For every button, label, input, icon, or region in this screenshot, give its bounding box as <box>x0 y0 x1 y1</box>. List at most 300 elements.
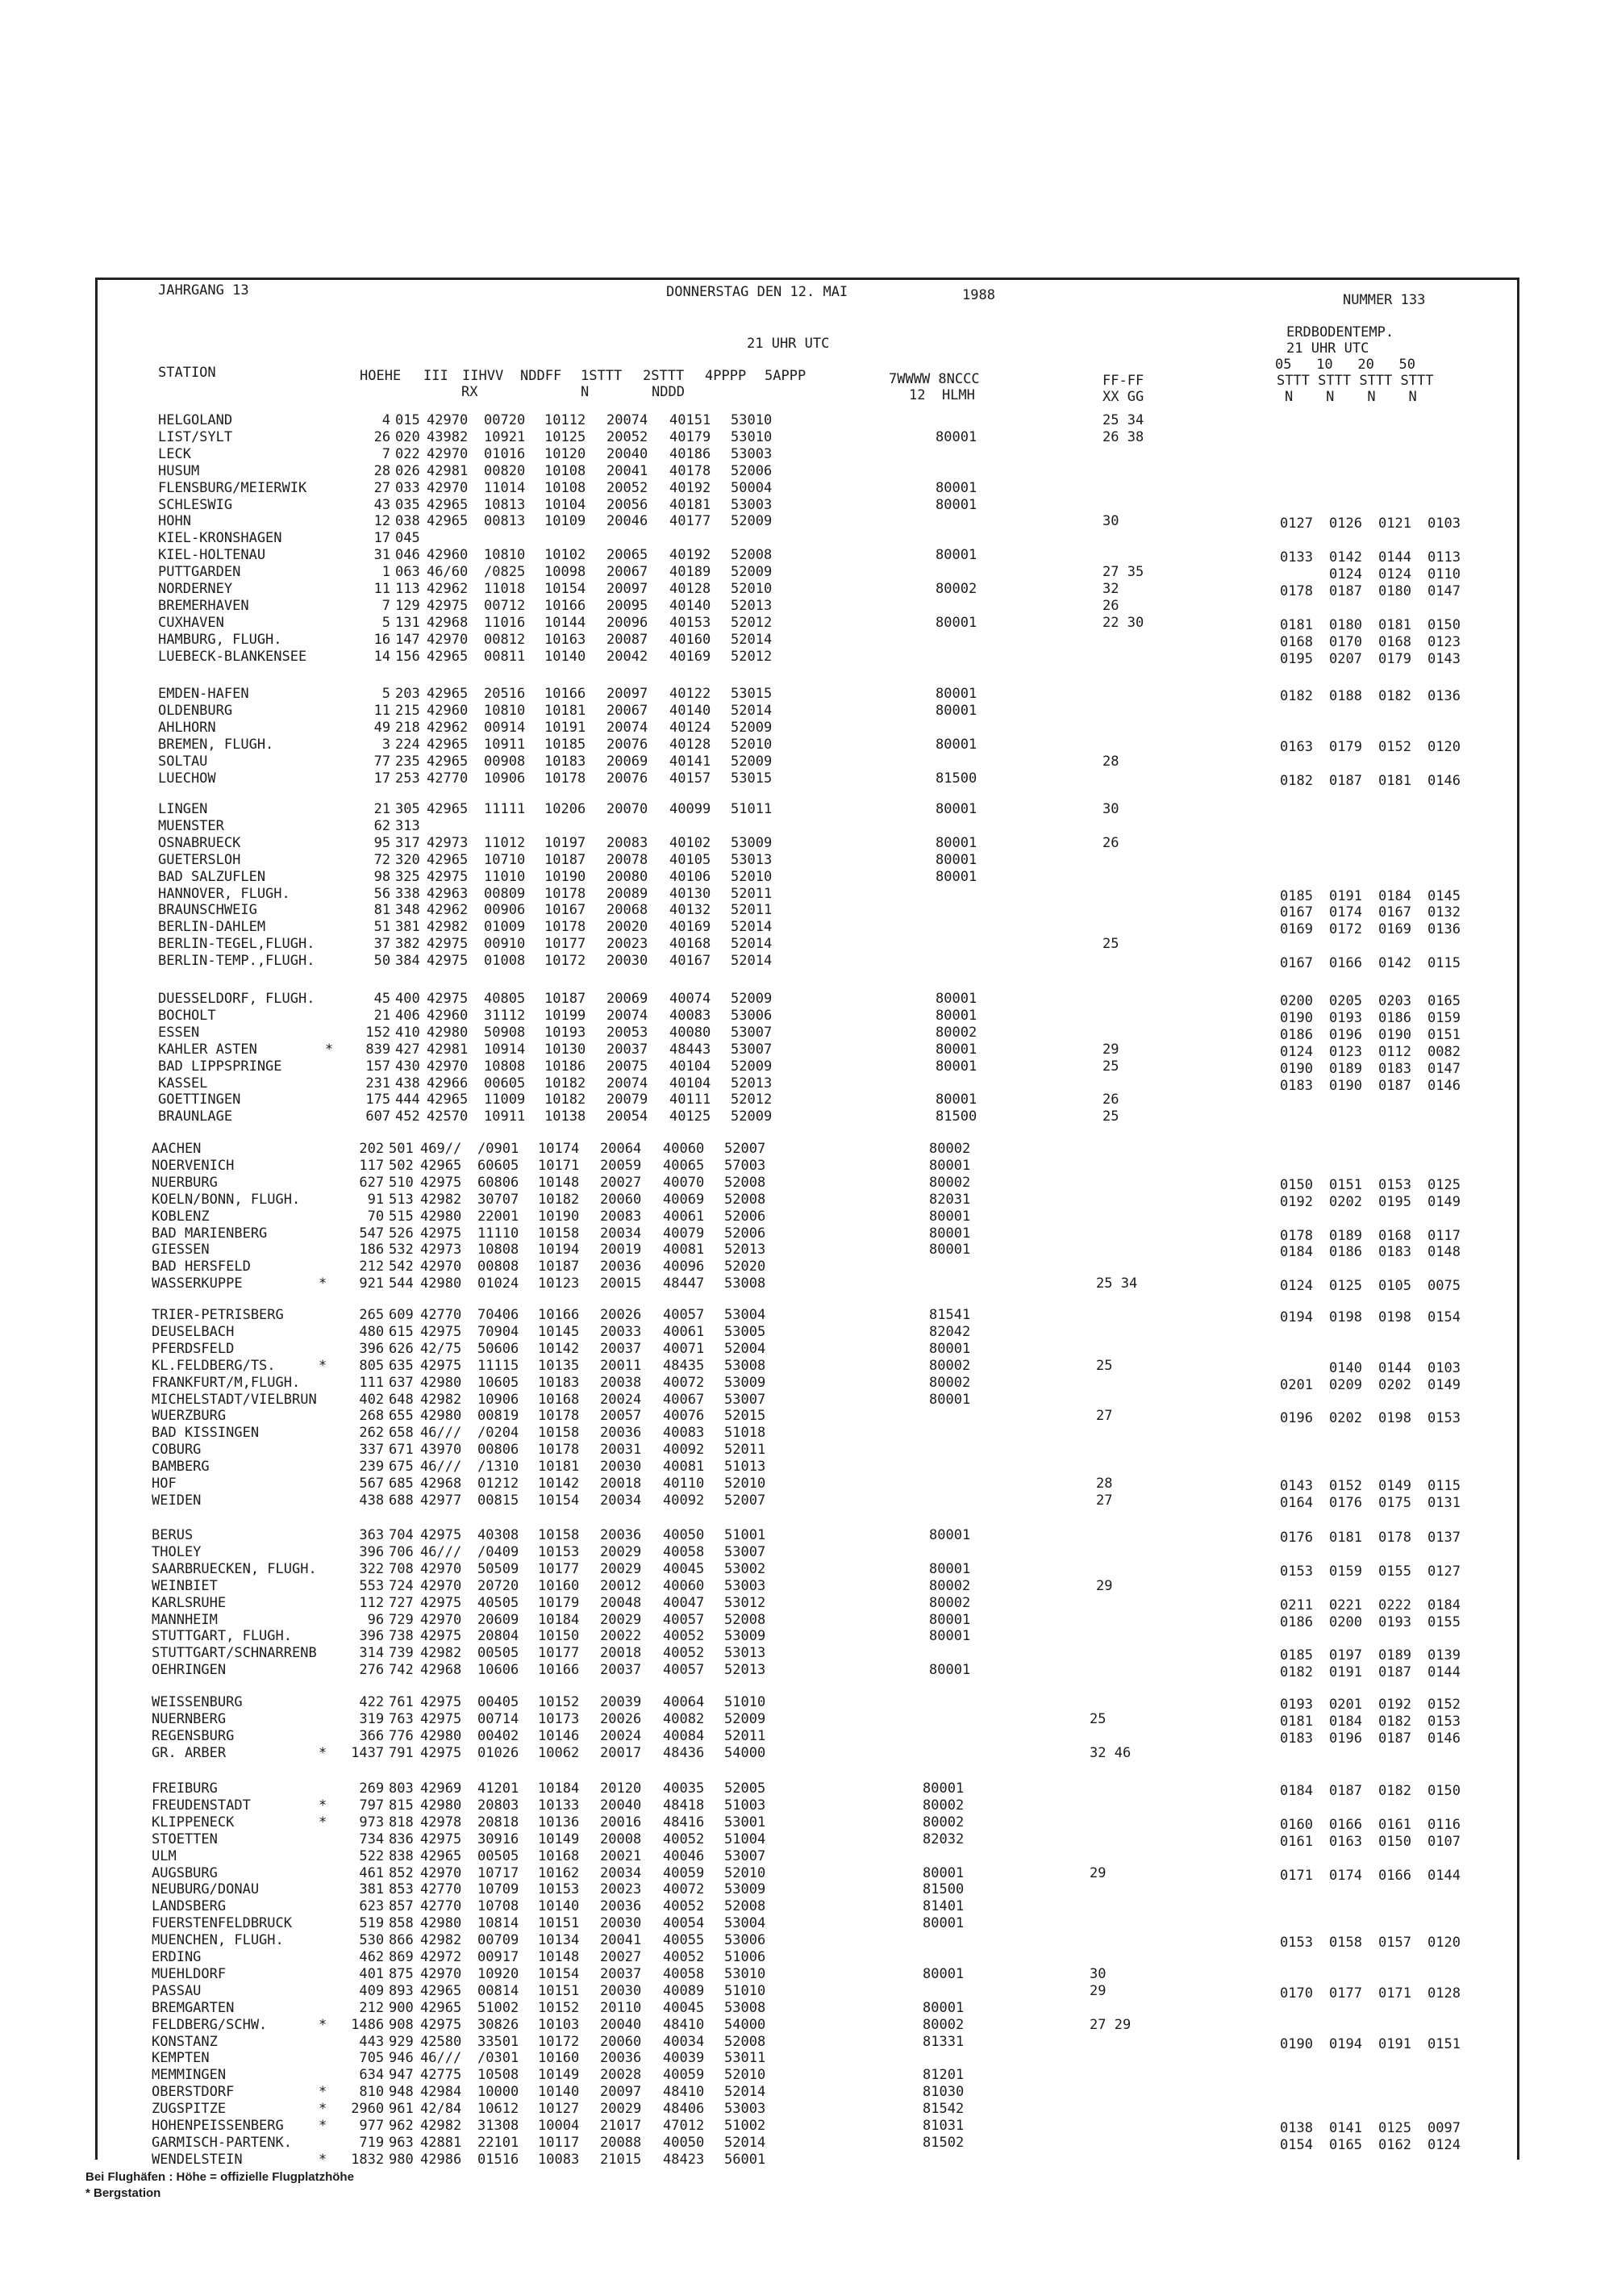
cell-iii: 704 <box>389 1527 414 1543</box>
soil-temp-0: 0133 <box>1280 549 1313 566</box>
cell-iihvv: 42/84 <box>420 2101 462 2118</box>
cell-s2: 20037 <box>606 1041 648 1058</box>
cell-name: MEMMINGEN <box>152 2067 227 2084</box>
cell-a5: 51006 <box>724 1949 766 1965</box>
cell-h: 72 <box>373 851 391 868</box>
station-row <box>0 754 1613 770</box>
cell-s2: 20057 <box>600 1408 642 1425</box>
cell-iii: 853 <box>389 1881 414 1898</box>
cell-s2: 20026 <box>600 1710 642 1727</box>
cell-iii: 320 <box>395 851 420 868</box>
soil-temp-3: 0149 <box>1428 1193 1461 1210</box>
cell-s1: 10185 <box>544 736 586 753</box>
cell-iii: 727 <box>389 1594 414 1611</box>
cell-name: BAD SALZUFLEN <box>158 868 266 885</box>
cell-name: BERLIN-DAHLEM <box>158 919 266 936</box>
soil-temp-2: 0105 <box>1378 1278 1411 1295</box>
cell-iihvv: 42975 <box>420 1174 462 1191</box>
cell-a5: 52012 <box>731 648 773 665</box>
cell-p4: 40079 <box>663 1225 705 1242</box>
soil-temp-2: 0157 <box>1378 1935 1411 1952</box>
cell-h: 7 <box>381 597 391 614</box>
cell-s2: 20034 <box>600 1492 642 1509</box>
cell-iihvv: 42975 <box>420 1527 462 1543</box>
cell-nddff: /0409 <box>477 1543 519 1560</box>
cell-g7: 80001 <box>936 1058 977 1075</box>
soil-temp-3: 0115 <box>1428 1478 1461 1494</box>
station-row <box>0 1492 1613 1509</box>
cell-iihvv: 42975 <box>427 953 469 970</box>
cell-a5: 53005 <box>724 1323 766 1340</box>
cell-nddff: 11009 <box>484 1092 526 1108</box>
cell-iii: 317 <box>395 834 420 851</box>
cell-iihvv: 42/75 <box>420 1340 462 1357</box>
cell-g7: 80001 <box>936 1092 977 1108</box>
footnote-airport: Bei Flughäfen : Höhe = offizielle Flugplatzhöhe <box>85 2170 354 2184</box>
cell-s1: 10098 <box>544 564 586 581</box>
cell-s1: 10127 <box>538 2101 580 2118</box>
station-row <box>0 1898 1613 1915</box>
cell-iii: 542 <box>389 1259 414 1275</box>
cell-iii: 962 <box>389 2118 414 2134</box>
station-row <box>0 1075 1613 1092</box>
soil-temp-0: 0160 <box>1280 1816 1313 1833</box>
soil-temp-2: 0182 <box>1378 1783 1411 1799</box>
cell-s1: 10179 <box>538 1594 580 1611</box>
cell-ff: 29 <box>1090 1864 1107 1881</box>
cell-a5: 52006 <box>731 462 773 479</box>
station-row <box>0 1745 1613 1762</box>
cell-g7: 80002 <box>929 1594 971 1611</box>
cell-name: WASSERKUPPE <box>152 1275 243 1292</box>
cell-ff: 28 <box>1096 1476 1113 1492</box>
cell-a5: 51011 <box>731 801 773 817</box>
cell-nddff: 00808 <box>477 1259 519 1275</box>
cell-a5: 52014 <box>724 2134 766 2151</box>
station-row <box>0 902 1613 919</box>
soil-temp-1: 0158 <box>1329 1935 1362 1952</box>
soil-temp-0: 0195 <box>1280 650 1313 667</box>
cell-iii: 444 <box>395 1092 420 1108</box>
cell-nddff: 51002 <box>477 1999 519 2016</box>
cell-name: WEINBIET <box>152 1577 218 1594</box>
soil-temp-1: 0181 <box>1329 1530 1362 1546</box>
cell-nddff: 11111 <box>484 801 526 817</box>
cell-iihvv: 42962 <box>427 902 469 919</box>
cell-iii: 761 <box>389 1694 414 1710</box>
soil-temp-1: 0187 <box>1329 772 1362 789</box>
cell-g7: 81500 <box>936 1108 977 1125</box>
cell-star: * <box>319 2084 327 2101</box>
cell-a5: 53009 <box>724 1881 766 1898</box>
cell-a5: 53008 <box>724 1357 766 1374</box>
cell-g7: 80002 <box>929 1374 971 1391</box>
station-row <box>0 2118 1613 2135</box>
cell-g7: 80002 <box>929 1357 971 1374</box>
cell-iihvv: 46/// <box>420 1459 462 1476</box>
cell-s1: 10083 <box>538 2151 580 2168</box>
soil-temp-1: 0174 <box>1329 904 1362 921</box>
cell-iii: 015 <box>395 412 420 428</box>
cell-p4: 40061 <box>663 1208 705 1225</box>
cell-iii: 729 <box>389 1611 414 1628</box>
cell-a5: 53011 <box>724 2050 766 2067</box>
soil-temp-1: 0187 <box>1329 583 1362 599</box>
cell-nddff: 01516 <box>477 2151 519 2168</box>
cell-p4: 40050 <box>663 2134 705 2151</box>
cell-h: 462 <box>359 1949 385 1965</box>
station-row <box>0 1459 1613 1476</box>
cell-nddff: 50606 <box>477 1340 519 1357</box>
cell-g7: 80002 <box>936 581 977 597</box>
cell-iii: 637 <box>389 1374 414 1391</box>
soil-temp-3: 0124 <box>1428 2136 1461 2153</box>
cell-s2: 20041 <box>606 462 648 479</box>
cell-s2: 20053 <box>606 1024 648 1041</box>
cell-p4: 40141 <box>669 753 711 770</box>
cell-g7: 80001 <box>929 1628 971 1645</box>
soil-temp-2: 0150 <box>1378 1833 1411 1850</box>
cell-iihvv: 42980 <box>420 1408 462 1425</box>
cell-p4: 40060 <box>663 1141 705 1157</box>
cell-a5: 51010 <box>724 1982 766 1999</box>
cell-nddff: 11018 <box>484 581 526 597</box>
cell-s2: 20034 <box>600 1864 642 1881</box>
cell-nddff: 10606 <box>477 1662 519 1679</box>
cell-h: 117 <box>359 1157 385 1174</box>
cell-s2: 20076 <box>606 770 648 787</box>
cell-h: 1486 <box>351 2016 385 2033</box>
cell-h: 186 <box>359 1242 385 1259</box>
cell-name: FELDBERG/SCHW. <box>152 2016 268 2033</box>
cell-name: LINGEN <box>158 801 208 817</box>
cell-iii: 688 <box>389 1492 414 1509</box>
cell-s1: 10102 <box>544 547 586 564</box>
soil-temp-0: 0194 <box>1280 1309 1313 1325</box>
cell-iii: 776 <box>389 1727 414 1744</box>
cell-h: 157 <box>365 1058 391 1075</box>
soil-temp-1: 0176 <box>1329 1494 1362 1511</box>
cell-s2: 20097 <box>600 2084 642 2101</box>
cell-a5: 52020 <box>724 1259 766 1275</box>
soil-temp-1: 0184 <box>1329 1713 1362 1730</box>
cell-p4: 48410 <box>663 2084 705 2101</box>
cell-a5: 52013 <box>731 1075 773 1092</box>
cell-s1: 10140 <box>538 1898 580 1915</box>
cell-a5: 52013 <box>731 597 773 614</box>
cell-h: 50 <box>373 953 391 970</box>
cell-g7: 80001 <box>929 1340 971 1357</box>
cell-nddff: 10508 <box>477 2067 519 2084</box>
date: DONNERSTAG DEN 12. MAI <box>666 284 848 300</box>
cell-name: REGENSBURG <box>152 1727 235 1744</box>
cell-nddff: 10000 <box>477 2084 519 2101</box>
cell-h: 265 <box>359 1307 385 1323</box>
cell-nddff: 00714 <box>477 1710 519 1727</box>
cell-iihvv: 42965 <box>420 1157 462 1174</box>
cell-iihvv: 42975 <box>420 1594 462 1611</box>
cell-g7: 82031 <box>929 1191 971 1208</box>
cell-nddff: 50908 <box>484 1024 526 1041</box>
cell-nddff: 00908 <box>484 753 526 770</box>
cell-iihvv: 42982 <box>420 1191 462 1208</box>
soil-temp-2: 0193 <box>1378 1613 1411 1630</box>
cell-h: 152 <box>365 1024 391 1041</box>
station-row <box>0 886 1613 903</box>
soil-temp-3: 0113 <box>1428 549 1461 566</box>
cell-iii: 818 <box>389 1814 414 1831</box>
cell-h: 95 <box>373 834 391 851</box>
cell-h: 547 <box>359 1225 385 1242</box>
cell-s2: 20079 <box>606 1092 648 1108</box>
cell-s1: 10158 <box>538 1527 580 1543</box>
cell-s2: 20016 <box>600 1814 642 1831</box>
station-row <box>0 737 1613 754</box>
station-row <box>0 649 1613 666</box>
soil-temp-1: 0166 <box>1329 1816 1362 1833</box>
cell-a5: 53006 <box>724 1932 766 1949</box>
cell-h: 810 <box>359 2084 385 2101</box>
soil-temp-0: 0154 <box>1280 2136 1313 2153</box>
cell-s2: 20023 <box>600 1881 642 1898</box>
station-row <box>0 1175 1613 1192</box>
station-row <box>0 1225 1613 1242</box>
cell-g7: 80001 <box>929 1225 971 1242</box>
soil-temp-2: 0189 <box>1378 1647 1411 1664</box>
station-row <box>0 1814 1613 1831</box>
cell-a5: 52008 <box>724 2033 766 2050</box>
cell-s2: 20080 <box>606 868 648 885</box>
cell-h: 797 <box>359 1797 385 1814</box>
cell-p4: 40082 <box>663 1710 705 1727</box>
cell-s2: 20070 <box>606 801 648 817</box>
cell-p4: 48443 <box>669 1041 711 1058</box>
cell-name: KONSTANZ <box>152 2033 218 2050</box>
cell-iii: 224 <box>395 736 420 753</box>
soil-temp-2: 0198 <box>1378 1309 1411 1325</box>
cell-g7: 80001 <box>936 428 977 445</box>
soil-temp-1: 0197 <box>1329 1647 1362 1664</box>
cell-h: 1437 <box>351 1744 385 1761</box>
cell-s1: 10182 <box>544 1092 586 1108</box>
soil-temp-2: 0178 <box>1378 1530 1411 1546</box>
cell-a5: 53015 <box>731 686 773 702</box>
soil-temp-2: 0125 <box>1378 2120 1411 2136</box>
cell-s1: 10177 <box>544 936 586 953</box>
cell-nddff: 00815 <box>477 1492 519 1509</box>
cell-a5: 53013 <box>724 1645 766 1662</box>
cell-h: 634 <box>359 2067 385 2084</box>
cell-s2: 20064 <box>600 1141 642 1157</box>
cell-name: GARMISCH-PARTENK. <box>152 2134 292 2151</box>
cell-name: KOBLENZ <box>152 1208 210 1225</box>
cell-nddff: 00812 <box>484 631 526 648</box>
cell-s1: 10178 <box>538 1408 580 1425</box>
soil-temp-0: 0190 <box>1280 1009 1313 1026</box>
soil-temp-0: 0178 <box>1280 583 1313 599</box>
cell-p4: 40045 <box>663 1999 705 2016</box>
cell-g7: 81541 <box>929 1307 971 1323</box>
cell-g7: 81201 <box>923 2067 965 2084</box>
soil-temp-1: 0196 <box>1329 1026 1362 1043</box>
cell-iii: 063 <box>395 564 420 581</box>
cell-p4: 48418 <box>663 1797 705 1814</box>
cell-p4: 40179 <box>669 428 711 445</box>
cell-iihvv: 42962 <box>427 719 469 736</box>
cell-nddff: 10810 <box>484 702 526 719</box>
cell-name: ZUGSPITZE <box>152 2101 227 2118</box>
soil-temp-3: 0131 <box>1428 1494 1461 1511</box>
soil-temp-1: 0126 <box>1329 516 1362 532</box>
cell-h: 268 <box>359 1408 385 1425</box>
station-row <box>0 1662 1613 1679</box>
cell-iii: 156 <box>395 648 420 665</box>
station-row <box>0 1544 1613 1561</box>
cell-iihvv: 42965 <box>427 496 469 513</box>
cell-a5: 52014 <box>731 953 773 970</box>
cell-ff: 29 <box>1102 1041 1119 1058</box>
cell-s1: 10142 <box>538 1476 580 1492</box>
soil-temp-0: 0138 <box>1280 2120 1313 2136</box>
cell-s1: 10112 <box>544 412 586 428</box>
cell-iihvv: 42975 <box>420 1694 462 1710</box>
soil-temp-3: 0075 <box>1428 1278 1461 1295</box>
cell-ff: 25 <box>1102 1058 1119 1075</box>
cell-name: STUTTGART, FLUGH. <box>152 1628 292 1645</box>
cell-g7: 80001 <box>923 1999 965 2016</box>
cell-iihvv: 42980 <box>420 1208 462 1225</box>
cell-star: * <box>319 2016 327 2033</box>
cell-p4: 40132 <box>669 902 711 919</box>
soil-temp-2: 0112 <box>1378 1043 1411 1060</box>
soil-stt-header: STTT STTT STTT STTT <box>1277 373 1434 389</box>
cell-s1: 10166 <box>538 1662 580 1679</box>
soil-temp-1: 0172 <box>1329 921 1362 938</box>
cell-h: 627 <box>359 1174 385 1191</box>
cell-iii: 963 <box>389 2134 414 2151</box>
cell-iii: 338 <box>395 885 420 902</box>
cell-iihvv: 42965 <box>427 736 469 753</box>
cell-iii: 742 <box>389 1662 414 1679</box>
cell-s1: 10125 <box>544 428 586 445</box>
cell-a5: 53008 <box>724 1275 766 1292</box>
cell-iihvv: 42969 <box>420 1780 462 1797</box>
cell-s1: 10181 <box>544 702 586 719</box>
cell-p4: 40125 <box>669 1108 711 1125</box>
cell-nddff: 10920 <box>477 1965 519 1982</box>
soil-temp-1: 0140 <box>1329 1359 1362 1376</box>
soil-temp-1: 0193 <box>1329 1009 1362 1026</box>
soil-temp-3: 0154 <box>1428 1309 1461 1325</box>
cell-p4: 40047 <box>663 1594 705 1611</box>
cell-p4: 40052 <box>663 1949 705 1965</box>
station-row <box>0 1797 1613 1814</box>
cell-nddff: 10813 <box>484 496 526 513</box>
cell-nddff: 01009 <box>484 919 526 936</box>
station-row <box>0 1108 1613 1125</box>
cell-s2: 20037 <box>600 1965 642 1982</box>
cell-s1: 10190 <box>544 868 586 885</box>
station-row <box>0 1408 1613 1425</box>
cell-ff: 26 <box>1102 1092 1119 1108</box>
cell-h: 4 <box>381 412 391 428</box>
soil-temp-1: 0141 <box>1329 2120 1362 2136</box>
cell-name: EMDEN-HAFEN <box>158 686 249 702</box>
cell-p4: 40070 <box>663 1174 705 1191</box>
cell-nddff: 10808 <box>477 1242 519 1259</box>
cell-s2: 21015 <box>600 2151 642 2168</box>
cell-p4: 40050 <box>663 1527 705 1543</box>
cell-iii: 852 <box>389 1864 414 1881</box>
soil-temp-3: 0137 <box>1428 1530 1461 1546</box>
soil-temp-0: 0167 <box>1280 904 1313 921</box>
cell-s1: 10120 <box>544 445 586 462</box>
jahrgang: JAHRGANG 13 <box>158 282 249 298</box>
cell-s2: 20033 <box>600 1323 642 1340</box>
cell-s1: 10149 <box>538 2067 580 2084</box>
cell-iihvv: 42965 <box>420 1999 462 2016</box>
cell-name: LIST/SYLT <box>158 428 233 445</box>
soil-temp-3: 0144 <box>1428 1664 1461 1681</box>
cell-iii: 033 <box>395 479 420 496</box>
soil-temp-0: 0183 <box>1280 1730 1313 1747</box>
soil-temp-2: 0184 <box>1378 887 1411 904</box>
cell-name: SOLTAU <box>158 753 208 770</box>
cell-h: 262 <box>359 1425 385 1442</box>
cell-s1: 10130 <box>544 1041 586 1058</box>
cell-g7: 80002 <box>923 1814 965 1831</box>
cell-p4: 40192 <box>669 547 711 564</box>
cell-g7: 81502 <box>923 2134 965 2151</box>
cell-nddff: 10906 <box>477 1391 519 1408</box>
cell-s2: 20029 <box>600 2101 642 2118</box>
cell-g7: 80002 <box>936 1024 977 1041</box>
soil-temp-2: 0195 <box>1378 1193 1411 1210</box>
cell-iii: 869 <box>389 1949 414 1965</box>
station-row <box>0 1341 1613 1358</box>
cell-g7: 80001 <box>936 868 977 885</box>
cell-iii: 452 <box>395 1108 420 1125</box>
cell-iihvv: 42770 <box>420 1307 462 1323</box>
cell-ff: 28 <box>1102 753 1119 770</box>
cell-ff: 32 46 <box>1090 1744 1132 1761</box>
cell-s1: 10168 <box>538 1847 580 1864</box>
station-row <box>0 1831 1613 1848</box>
cell-name: KEMPTEN <box>152 2050 210 2067</box>
station-row <box>0 953 1613 970</box>
cell-iihvv: 42970 <box>420 1560 462 1577</box>
cell-h: 212 <box>359 1999 385 2016</box>
cell-g7: 82032 <box>923 1831 965 1847</box>
cell-iii: 427 <box>395 1041 420 1058</box>
cell-name: SAARBRUECKEN, FLUGH. <box>152 1560 317 1577</box>
cell-iihvv: 42960 <box>427 1007 469 1024</box>
cell-a5: 52011 <box>731 885 773 902</box>
soil-temp-2: 0168 <box>1378 1227 1411 1244</box>
cell-iihvv: 42962 <box>427 581 469 597</box>
cell-s1: 10172 <box>538 2033 580 2050</box>
cell-s1: 10184 <box>538 1780 580 1797</box>
cell-p4: 40169 <box>669 919 711 936</box>
soil-temp-1: 0151 <box>1329 1176 1362 1193</box>
station-row <box>0 2152 1613 2169</box>
cell-ff: 27 35 <box>1102 564 1144 581</box>
cell-iihvv: 42963 <box>427 885 469 902</box>
cell-s2: 20042 <box>606 648 648 665</box>
soil-temp-3: 0132 <box>1428 904 1461 921</box>
cell-iii: 203 <box>395 686 420 702</box>
station-row <box>0 547 1613 564</box>
